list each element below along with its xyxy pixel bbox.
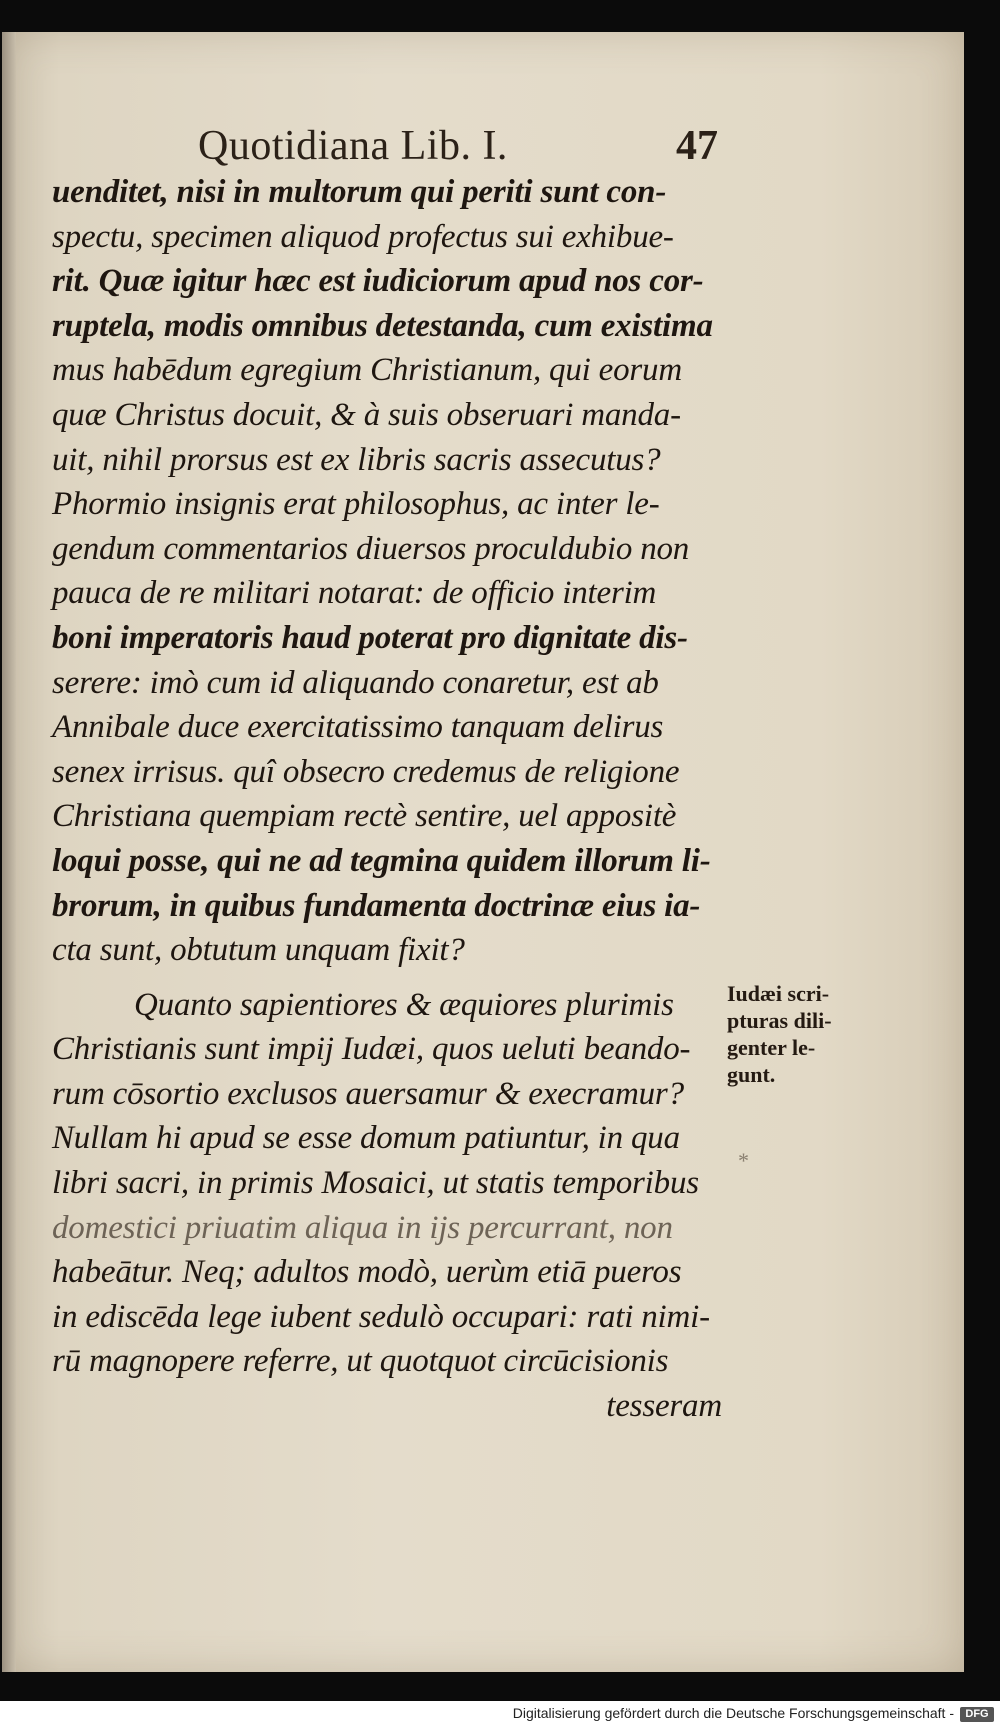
text-line: serere: imò cum id aliquando conaretur, est ab — [52, 664, 659, 701]
text-line: Annibale duce exercitatissimo tanquam delirus — [52, 709, 664, 746]
margin-asterisk: * — [738, 1148, 749, 1173]
text-line: Nullam hi apud se esse domum patiuntur, in qua — [52, 1120, 680, 1157]
text-line: Christiana quempiam rectè sentire, uel appositè — [52, 798, 677, 835]
text-line: uenditet, nisi in multorum qui periti sunt con- — [52, 174, 667, 210]
text-line: spectu, specimen aliquod profectus sui exhibue- — [52, 218, 674, 255]
text-line: quæ Christus docuit, & à suis obseruari manda- — [52, 396, 681, 433]
marginal-note-line: gunt. — [727, 1062, 776, 1087]
text-line: senex irrisus. quî obsecro credemus de religione — [52, 753, 680, 790]
text-line: gendum commentarios diuersos proculdubio non — [52, 530, 690, 567]
text-line: pauca de re militari notarat: de officio interim — [52, 575, 657, 612]
text-line: in ediscēda lege iubent sedulò occupari: rati nimi- — [52, 1298, 710, 1335]
dfg-logo-icon: DFG — [960, 1707, 994, 1722]
text-line: rit. Quæ igitur hæc est iudiciorum apud nos cor- — [52, 263, 704, 300]
marginal-note-line: genter le- — [727, 1035, 816, 1060]
page-number: 47 — [676, 123, 718, 169]
digitization-footer — [0, 1701, 1000, 1728]
text-line: ruptela, modis omnibus detestanda, cum existima — [52, 307, 713, 344]
paragraph-first-line: Quanto sapientiores & æquiores plurimis — [134, 986, 674, 1023]
funding-credit: Digitalisierung gefördert durch die Deutsche Forschungsgemeinschaft - — [512, 1705, 954, 1721]
marginal-note — [727, 980, 867, 1088]
text-line: libri sacri, in primis Mosaici, ut statis temporibus — [52, 1165, 699, 1202]
main-text-block — [52, 170, 722, 1429]
text-line: boni imperatoris haud poterat pro dignitate dis- — [52, 619, 688, 656]
text-line: uit, nihil prorsus est ex libris sacris assecutus? — [52, 441, 661, 478]
marginal-note-line: pturas dili- — [727, 1008, 832, 1033]
text-line: rū magnopere referre, ut quotquot circūcisionis — [52, 1343, 669, 1380]
text-line: loqui posse, qui ne ad tegmina quidem illorum li- — [52, 842, 711, 879]
text-line: rum cōsortio exclusos auersamur & execramur? — [52, 1075, 684, 1112]
text-line: brorum, in quibus fundamenta doctrinæ eius ia- — [52, 887, 701, 924]
paragraph-gap — [52, 973, 722, 983]
running-head: Quotidiana Lib. I. — [198, 123, 508, 169]
catchword: tesseram — [606, 1388, 722, 1425]
text-line: domestici priuatim aliqua in ijs percurrant, non — [52, 1209, 673, 1246]
text-line: habeātur. Neq; adultos modò, uerùm etiā pueros — [52, 1254, 682, 1291]
text-line: Phormio insignis erat philosophus, ac inter le- — [52, 486, 660, 523]
text-line: cta sunt, obtutum unquam fixit? — [52, 932, 465, 969]
marginal-note-line: Iudæi scri- — [727, 981, 830, 1006]
page-gutter-edge — [2, 32, 16, 1672]
text-line: mus habēdum egregium Christianum, qui eorum — [52, 352, 682, 389]
text-line: Christianis sunt impij Iudæi, quos ueluti beando- — [52, 1031, 691, 1068]
